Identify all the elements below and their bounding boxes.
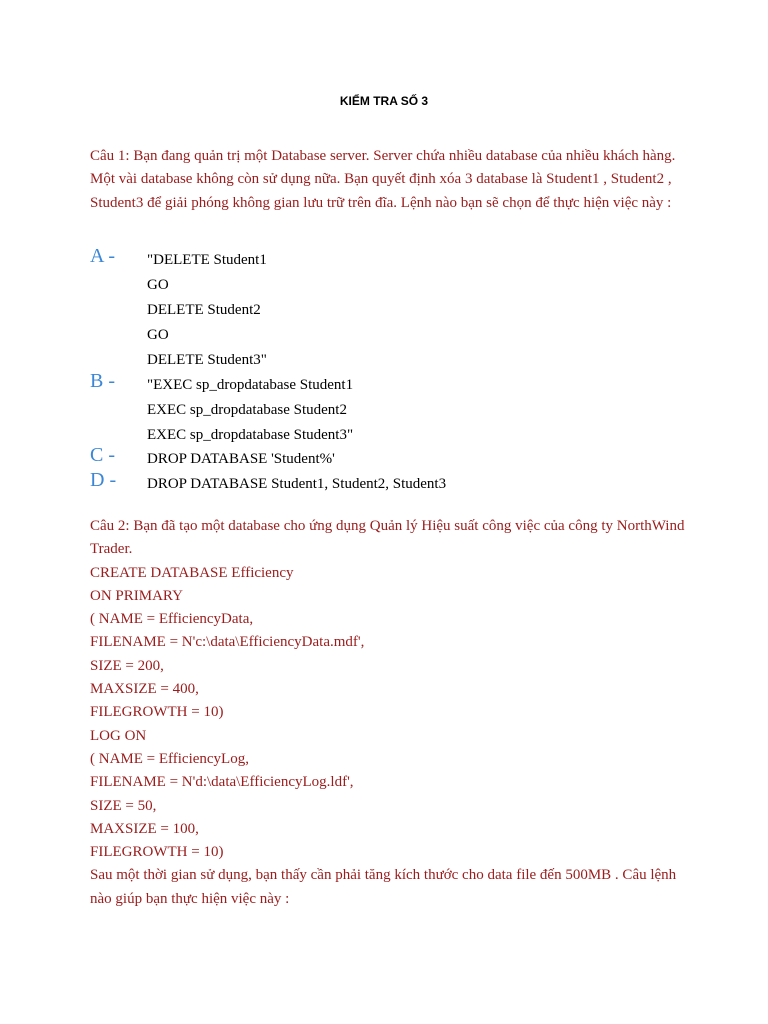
option-c-line: DROP DATABASE 'Student%'	[147, 451, 335, 467]
code-line: ( NAME = EfficiencyLog,	[90, 750, 249, 767]
option-b-letter: B -	[90, 370, 115, 392]
code-line: FILEGROWTH = 10)	[90, 704, 224, 721]
question-1-text: Câu 1: Bạn đang quản trị một Database server. Server chứa nhiều database của nhiều khách hàng. Một vài database không còn sử dụng nữa. Bạn quyết định xóa 3 database là Student1 , Student2 , Student3 để giải phóng không gian lưu trữ trên đĩa. Lệnh nào bạn sẽ chọn để thực hiện việc này :	[90, 148, 676, 211]
option-a-line: DELETE Student3"	[147, 352, 267, 368]
option-a-line: GO	[147, 327, 169, 343]
option-d-letter: D -	[90, 469, 117, 491]
option-d-line: DROP DATABASE Student1, Student2, Student3	[147, 476, 447, 492]
code-line: FILENAME = N'c:\data\EfficiencyData.mdf',	[90, 634, 365, 651]
option-b-line: EXEC sp_dropdatabase Student2	[147, 402, 347, 418]
code-line: ( NAME = EfficiencyData,	[90, 611, 254, 628]
question-2	[90, 515, 690, 911]
option-c-letter: C -	[90, 444, 115, 466]
page-title: KIỂM TRA SỐ 3	[339, 94, 429, 108]
code-line: MAXSIZE = 100,	[90, 820, 199, 837]
code-line: LOG ON	[90, 727, 147, 744]
option-b-line: "EXEC sp_dropdatabase Student1	[147, 377, 354, 393]
option-a-line: "DELETE Student1	[147, 252, 267, 268]
option-a-letter: A -	[90, 245, 115, 267]
code-line: SIZE = 200,	[90, 657, 164, 674]
question-2-ask: Sau một thời gian sử dụng, bạn thấy cần phải tăng kích thước cho data file đến 500MB . Câu lệnh nào giúp bạn thực hiện việc này :	[90, 867, 677, 907]
code-line: MAXSIZE = 400,	[90, 681, 199, 698]
option-a-line: DELETE Student2	[147, 302, 261, 318]
code-line: FILENAME = N'd:\data\EfficiencyLog.ldf',	[90, 774, 354, 791]
code-line: FILEGROWTH = 10)	[90, 844, 224, 861]
code-line: SIZE = 50,	[90, 797, 157, 814]
code-line: ON PRIMARY	[90, 587, 183, 604]
option-a-line: GO	[147, 277, 169, 293]
code-line: CREATE DATABASE Efficiency	[90, 564, 294, 581]
option-b-line: EXEC sp_dropdatabase Student3"	[147, 427, 354, 443]
question-2-intro: Câu 2: Bạn đã tạo một database cho ứng dụng Quản lý Hiệu suất công việc của công ty NorthWind Trader.	[90, 518, 685, 558]
